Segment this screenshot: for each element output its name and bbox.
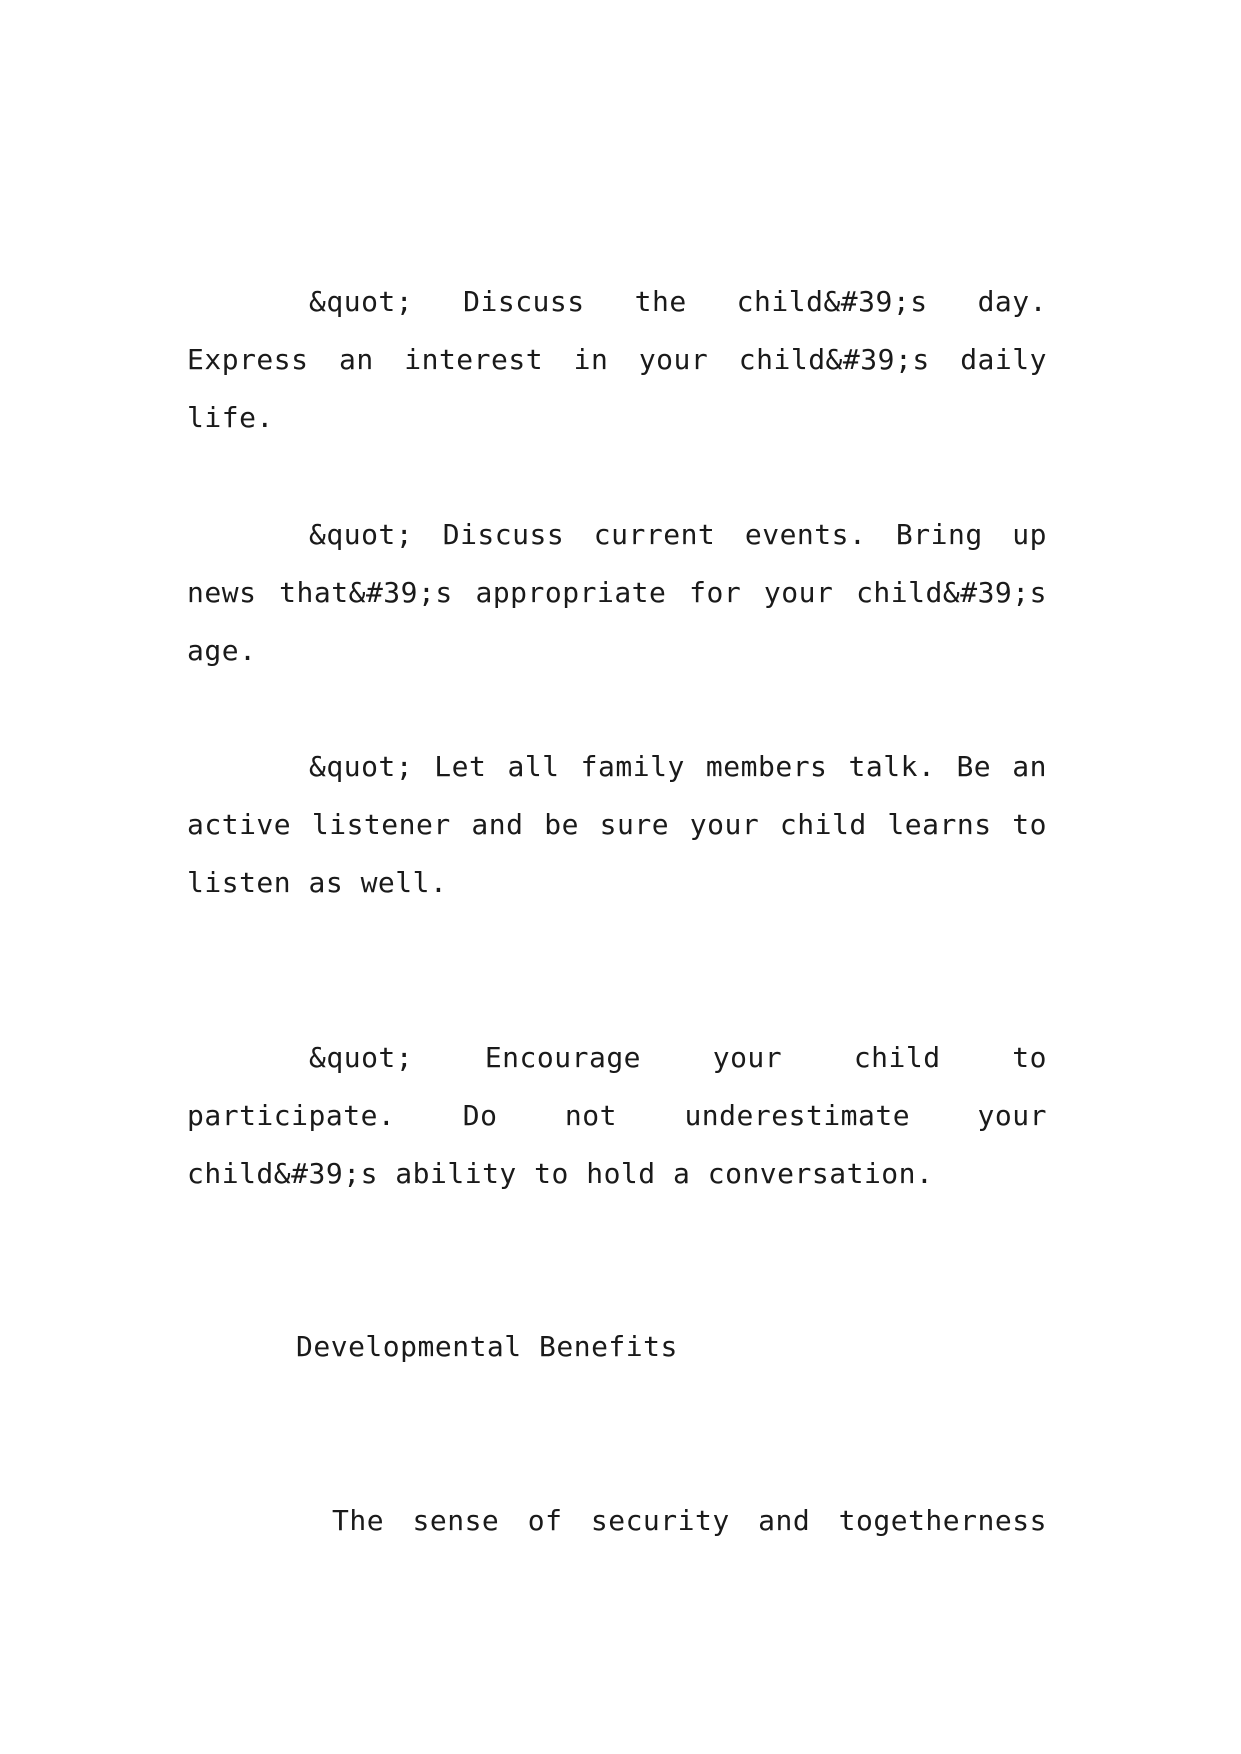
word: and (758, 1504, 811, 1537)
word: sense (412, 1504, 500, 1537)
word: of (527, 1504, 563, 1537)
word: security (590, 1504, 730, 1537)
word: togetherness (838, 1504, 1047, 1537)
paragraph-discuss-day: &quot; Discuss the child&#39;s day. Express an interest in your child&#39;s daily life. (187, 285, 1047, 434)
paragraph-encourage-child: &quot; Encourage your child to participate. Do not underestimate your child&#39;s ability to hold a conversation. (187, 1041, 1047, 1190)
word: The (332, 1504, 385, 1537)
paragraph-sense-of-security (332, 1492, 1047, 1550)
section-heading: Developmental Benefits (296, 1330, 678, 1363)
paragraph-current-events: &quot; Discuss current events. Bring up news that&#39;s appropriate for your child&#39;s age. (187, 518, 1047, 667)
paragraph-family-talk: &quot; Let all family members talk. Be an active listener and be sure your child learns to listen as well. (187, 750, 1047, 899)
